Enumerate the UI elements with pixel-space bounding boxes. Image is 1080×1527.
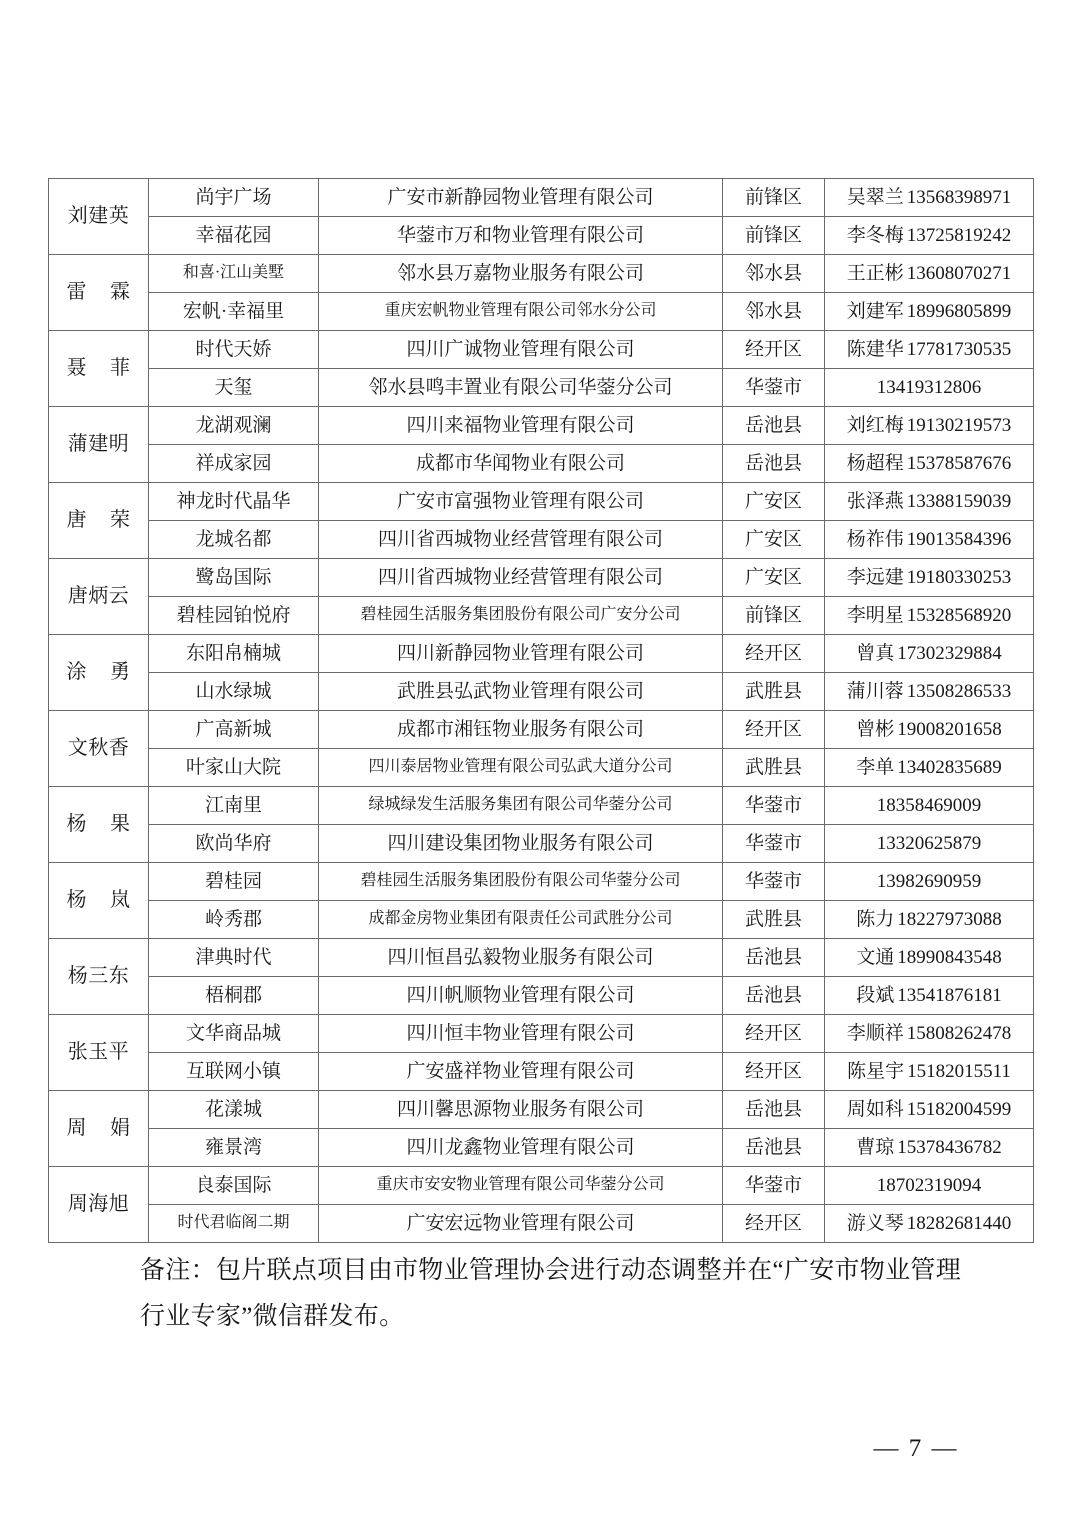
contact-cell <box>825 673 1034 711</box>
expert-name-cell <box>49 863 149 939</box>
project-name-cell: 江南里 <box>149 787 319 825</box>
property-company-cell: 四川新静园物业管理有限公司 <box>319 635 723 673</box>
contact-cell <box>825 635 1034 673</box>
contact-person-name: 曾真 <box>856 642 895 664</box>
district-cell: 武胜县 <box>723 749 825 787</box>
project-name-cell: 尚宇广场 <box>149 179 319 217</box>
table-row <box>49 179 1034 217</box>
contact-phone-number: 18996805899 <box>906 300 1012 322</box>
contact-cell <box>825 1205 1034 1243</box>
property-company-cell: 四川建设集团物业服务有限公司 <box>319 825 723 863</box>
table-row <box>49 1167 1034 1205</box>
contact-phone-number: 19180330253 <box>906 566 1012 588</box>
contact-cell <box>825 559 1034 597</box>
expert-name-cell: 唐炳云 <box>49 559 149 635</box>
project-name-cell: 碧桂园铂悦府 <box>149 597 319 635</box>
expert-name-cell: 刘建英 <box>49 179 149 255</box>
contact-phone-number: 13608070271 <box>906 262 1012 284</box>
property-company-cell: 广安市富强物业管理有限公司 <box>319 483 723 521</box>
contact-cell <box>825 1091 1034 1129</box>
property-company-cell: 邻水县鸣丰置业有限公司华蓥分公司 <box>319 369 723 407</box>
contact-person-name: 杨祚伟 <box>846 528 904 550</box>
property-company-cell: 成都市华闻物业有限公司 <box>319 445 723 483</box>
district-cell: 邻水县 <box>723 255 825 293</box>
contact-cell <box>825 977 1034 1015</box>
district-cell: 华蓥市 <box>723 369 825 407</box>
property-company-cell: 广安宏远物业管理有限公司 <box>319 1205 723 1243</box>
expert-roster-table-wrapper <box>48 178 1033 1243</box>
contact-phone-number: 19130219573 <box>906 414 1012 436</box>
expert-name-text: 杨岚 <box>66 889 131 911</box>
table-row <box>49 217 1034 255</box>
district-cell: 经开区 <box>723 1053 825 1091</box>
property-company-cell: 武胜县弘武物业管理有限公司 <box>319 673 723 711</box>
project-name-cell: 时代君临阁二期 <box>149 1205 319 1243</box>
project-name-cell: 东阳帛楠城 <box>149 635 319 673</box>
contact-phone-number: 15182015511 <box>907 1060 1011 1082</box>
property-company-cell: 四川恒昌弘毅物业服务有限公司 <box>319 939 723 977</box>
contact-phone-number: 13320625879 <box>876 832 982 854</box>
contact-cell <box>825 369 1034 407</box>
project-name-cell: 文华商品城 <box>149 1015 319 1053</box>
table-row <box>49 635 1034 673</box>
contact-person-name: 李顺祥 <box>846 1022 904 1044</box>
property-company-cell: 绿城绿发生活服务集团有限公司华蓥分公司 <box>319 787 723 825</box>
expert-name-cell: 蒲建明 <box>49 407 149 483</box>
district-cell: 华蓥市 <box>723 1167 825 1205</box>
contact-phone-number: 15378587676 <box>906 452 1012 474</box>
contact-person-name: 曹琼 <box>856 1136 895 1158</box>
table-row <box>49 901 1034 939</box>
property-company-cell: 成都金房物业集团有限责任公司武胜分公司 <box>319 901 723 939</box>
district-cell: 武胜县 <box>723 901 825 939</box>
district-cell: 岳池县 <box>723 1129 825 1167</box>
project-name-cell: 碧桂园 <box>149 863 319 901</box>
property-company-cell: 华蓥市万和物业管理有限公司 <box>319 217 723 255</box>
contact-cell <box>825 1053 1034 1091</box>
district-cell: 前锋区 <box>723 179 825 217</box>
contact-phone-number: 13568398971 <box>906 186 1012 208</box>
contact-phone-number: 18282681440 <box>906 1212 1012 1234</box>
contact-cell <box>825 1167 1034 1205</box>
district-cell: 岳池县 <box>723 407 825 445</box>
contact-phone-number: 18358469009 <box>876 794 982 816</box>
contact-cell <box>825 749 1034 787</box>
remark-note: 备注：包片联点项目由市物业管理协会进行动态调整并在“广安市物业管理行业专家”微信群发布。 <box>140 1257 961 1330</box>
district-cell: 华蓥市 <box>723 863 825 901</box>
project-name-cell: 岭秀郡 <box>149 901 319 939</box>
property-company-cell: 广安市新静园物业管理有限公司 <box>319 179 723 217</box>
contact-person-name: 王正彬 <box>846 262 904 284</box>
contact-cell <box>825 331 1034 369</box>
expert-name-text: 涂勇 <box>66 661 131 683</box>
district-cell: 华蓥市 <box>723 825 825 863</box>
contact-phone-number: 15182004599 <box>906 1098 1012 1120</box>
contact-person-name: 张泽燕 <box>846 490 904 512</box>
table-row <box>49 255 1034 293</box>
contact-phone-number: 18990843548 <box>897 946 1002 968</box>
project-name-cell: 和喜·江山美墅 <box>149 255 319 293</box>
project-name-cell: 花漾城 <box>149 1091 319 1129</box>
project-name-cell: 天玺 <box>149 369 319 407</box>
project-name-cell: 雍景湾 <box>149 1129 319 1167</box>
contact-person-name: 蒲川蓉 <box>846 680 904 702</box>
table-row <box>49 445 1034 483</box>
contact-phone-number: 19008201658 <box>897 718 1002 740</box>
contact-phone-number: 13508286533 <box>906 680 1012 702</box>
contact-phone-number: 17302329884 <box>897 642 1002 664</box>
district-cell: 前锋区 <box>723 597 825 635</box>
expert-roster-table <box>48 178 1034 1243</box>
expert-name-text: 聂菲 <box>66 357 131 379</box>
property-company-cell: 四川省西城物业经营管理有限公司 <box>319 559 723 597</box>
district-cell: 经开区 <box>723 331 825 369</box>
district-cell: 经开区 <box>723 635 825 673</box>
contact-person-name: 陈力 <box>856 908 895 930</box>
project-name-cell: 互联网小镇 <box>149 1053 319 1091</box>
table-row <box>49 331 1034 369</box>
property-company-cell: 四川帆顺物业管理有限公司 <box>319 977 723 1015</box>
table-row <box>49 483 1034 521</box>
project-name-cell: 时代天娇 <box>149 331 319 369</box>
contact-phone-number: 13725819242 <box>906 224 1012 246</box>
contact-cell <box>825 217 1034 255</box>
contact-cell <box>825 1015 1034 1053</box>
contact-person-name: 李远建 <box>846 566 904 588</box>
contact-phone-number: 13541876181 <box>897 984 1002 1006</box>
contact-phone-number: 13982690959 <box>876 870 982 892</box>
district-cell: 华蓥市 <box>723 787 825 825</box>
expert-name-text: 雷霖 <box>66 281 131 303</box>
project-name-cell: 龙湖观澜 <box>149 407 319 445</box>
table-row <box>49 977 1034 1015</box>
property-company-cell: 四川馨思源物业服务有限公司 <box>319 1091 723 1129</box>
property-company-cell: 碧桂园生活服务集团股份有限公司广安分公司 <box>319 597 723 635</box>
contact-cell <box>825 483 1034 521</box>
property-company-cell: 邻水县万嘉物业服务有限公司 <box>319 255 723 293</box>
contact-person-name: 刘建军 <box>846 300 904 322</box>
project-name-cell: 山水绿城 <box>149 673 319 711</box>
contact-cell <box>825 521 1034 559</box>
district-cell: 经开区 <box>723 1205 825 1243</box>
table-row <box>49 407 1034 445</box>
contact-cell <box>825 597 1034 635</box>
contact-person-name: 陈建华 <box>846 338 904 360</box>
expert-name-cell <box>49 1091 149 1167</box>
table-row <box>49 863 1034 901</box>
project-name-cell: 广高新城 <box>149 711 319 749</box>
expert-name-cell <box>49 331 149 407</box>
contact-phone-number: 18227973088 <box>897 908 1002 930</box>
project-name-cell: 神龙时代晶华 <box>149 483 319 521</box>
contact-cell <box>825 825 1034 863</box>
contact-phone-number: 15328568920 <box>906 604 1012 626</box>
contact-phone-number: 15378436782 <box>897 1136 1002 1158</box>
contact-cell <box>825 939 1034 977</box>
table-row <box>49 749 1034 787</box>
table-row <box>49 673 1034 711</box>
project-name-cell: 宏帆·幸福里 <box>149 293 319 331</box>
property-company-cell: 四川龙鑫物业管理有限公司 <box>319 1129 723 1167</box>
table-row <box>49 939 1034 977</box>
contact-person-name: 文通 <box>856 946 895 968</box>
expert-name-cell <box>49 787 149 863</box>
table-row <box>49 1015 1034 1053</box>
table-row <box>49 1091 1034 1129</box>
contact-cell <box>825 1129 1034 1167</box>
project-name-cell: 梧桐郡 <box>149 977 319 1015</box>
property-company-cell: 四川恒丰物业管理有限公司 <box>319 1015 723 1053</box>
expert-name-cell: 杨三东 <box>49 939 149 1015</box>
table-row <box>49 711 1034 749</box>
contact-phone-number: 15808262478 <box>906 1022 1012 1044</box>
contact-person-name: 刘红梅 <box>846 414 904 436</box>
property-company-cell: 重庆宏帆物业管理有限公司邻水分公司 <box>319 293 723 331</box>
expert-name-cell: 周海旭 <box>49 1167 149 1243</box>
contact-cell <box>825 711 1034 749</box>
contact-cell <box>825 255 1034 293</box>
contact-cell <box>825 407 1034 445</box>
project-name-cell: 祥成家园 <box>149 445 319 483</box>
project-name-cell: 良泰国际 <box>149 1167 319 1205</box>
contact-person-name: 李明星 <box>846 604 904 626</box>
contact-phone-number: 17781730535 <box>906 338 1012 360</box>
contact-person-name: 陈星宇 <box>847 1060 905 1082</box>
expert-name-cell: 张玉平 <box>49 1015 149 1091</box>
district-cell: 广安区 <box>723 559 825 597</box>
table-row <box>49 787 1034 825</box>
contact-person-name: 吴翠兰 <box>846 186 904 208</box>
project-name-cell: 津典时代 <box>149 939 319 977</box>
project-name-cell: 欧尚华府 <box>149 825 319 863</box>
property-company-cell: 四川来福物业管理有限公司 <box>319 407 723 445</box>
property-company-cell: 碧桂园生活服务集团股份有限公司华蓥分公司 <box>319 863 723 901</box>
project-name-cell: 叶家山大院 <box>149 749 319 787</box>
district-cell: 前锋区 <box>723 217 825 255</box>
contact-phone-number: 13402835689 <box>897 756 1002 778</box>
project-name-cell: 龙城名都 <box>149 521 319 559</box>
contact-person-name: 游义琴 <box>846 1212 904 1234</box>
contact-cell <box>825 445 1034 483</box>
property-company-cell: 四川省西城物业经营管理有限公司 <box>319 521 723 559</box>
property-company-cell: 四川泰居物业管理有限公司弘武大道分公司 <box>319 749 723 787</box>
table-row <box>49 559 1034 597</box>
contact-cell <box>825 179 1034 217</box>
table-row <box>49 1205 1034 1243</box>
expert-name-cell <box>49 483 149 559</box>
contact-cell <box>825 863 1034 901</box>
district-cell: 武胜县 <box>723 673 825 711</box>
contact-cell <box>825 787 1034 825</box>
contact-phone-number: 13419312806 <box>876 376 982 398</box>
contact-phone-number: 18702319094 <box>876 1174 982 1196</box>
district-cell: 岳池县 <box>723 977 825 1015</box>
project-name-cell: 幸福花园 <box>149 217 319 255</box>
expert-name-text: 周娟 <box>66 1117 131 1139</box>
district-cell: 岳池县 <box>723 939 825 977</box>
expert-name-text: 杨果 <box>66 813 131 835</box>
contact-cell <box>825 293 1034 331</box>
contact-person-name: 曾彬 <box>856 718 895 740</box>
page-number <box>0 1435 1080 1463</box>
property-company-cell: 广安盛祥物业管理有限公司 <box>319 1053 723 1091</box>
contact-cell <box>825 901 1034 939</box>
district-cell: 广安区 <box>723 483 825 521</box>
contact-person-name: 李冬梅 <box>846 224 904 246</box>
project-name-cell: 鹭岛国际 <box>149 559 319 597</box>
district-cell: 岳池县 <box>723 1091 825 1129</box>
contact-phone-number: 19013584396 <box>906 528 1012 550</box>
table-row <box>49 369 1034 407</box>
contact-person-name: 段斌 <box>856 984 895 1006</box>
table-row <box>49 293 1034 331</box>
table-row <box>49 521 1034 559</box>
expert-name-cell <box>49 255 149 331</box>
contact-person-name: 李单 <box>856 756 895 778</box>
expert-name-cell <box>49 635 149 711</box>
property-company-cell: 四川广诚物业管理有限公司 <box>319 331 723 369</box>
district-cell: 广安区 <box>723 521 825 559</box>
district-cell: 邻水县 <box>723 293 825 331</box>
page-number-label: — 7 — <box>873 1435 959 1462</box>
district-cell: 经开区 <box>723 1015 825 1053</box>
table-row <box>49 1129 1034 1167</box>
contact-person-name: 周如科 <box>846 1098 904 1120</box>
table-row <box>49 597 1034 635</box>
expert-name-text: 唐荣 <box>66 509 131 531</box>
district-cell: 经开区 <box>723 711 825 749</box>
contact-person-name: 杨超程 <box>846 452 904 474</box>
table-row <box>49 1053 1034 1091</box>
district-cell: 岳池县 <box>723 445 825 483</box>
table-row <box>49 825 1034 863</box>
table-body <box>49 179 1034 1243</box>
property-company-cell: 成都市湘钰物业服务有限公司 <box>319 711 723 749</box>
expert-name-cell: 文秋香 <box>49 711 149 787</box>
property-company-cell: 重庆市安安物业管理有限公司华蓥分公司 <box>319 1167 723 1205</box>
contact-phone-number: 13388159039 <box>906 490 1012 512</box>
